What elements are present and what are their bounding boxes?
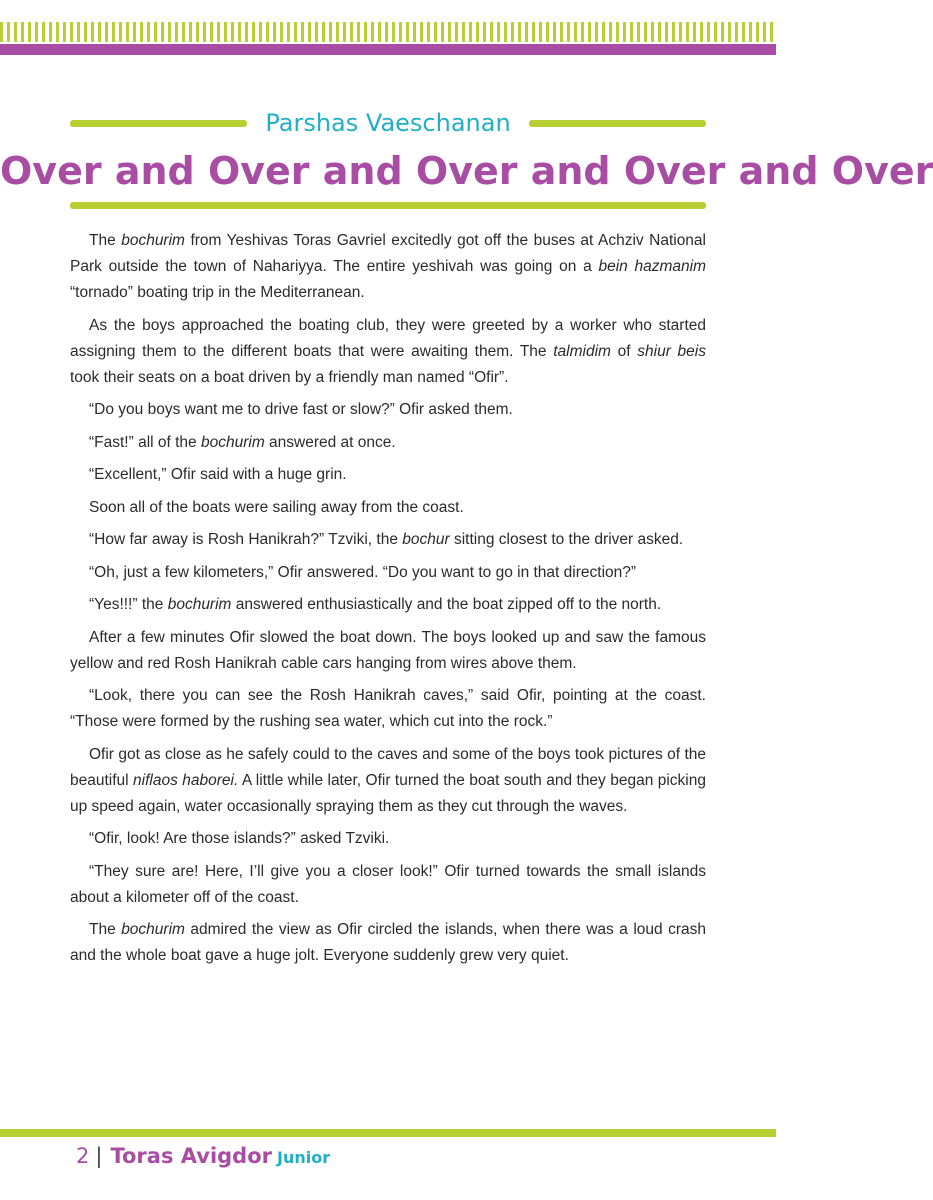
top-tick-border xyxy=(0,22,776,42)
page-footer xyxy=(76,1144,330,1174)
italic-term: bochur xyxy=(402,531,450,548)
paragraph-text: “How far away is Rosh Hanikrah?” Tzviki, the xyxy=(89,531,403,548)
paragraph-text: The xyxy=(89,232,122,249)
story-paragraph xyxy=(70,917,706,969)
italic-term: bochurim xyxy=(200,433,265,451)
story-paragraph xyxy=(70,527,706,553)
italic-term: bochurim xyxy=(121,921,185,938)
paragraph-text: After a few minutes Ofir slowed the boat down. The boys looked up and saw the famous yellow and red Rosh Hanikrah cable cars hanging from wires above them. xyxy=(70,628,706,672)
paragraph-text: The xyxy=(89,921,122,938)
paragraph-text: “Look, there you can see the Rosh Hanikrah caves,” said Ofir, pointing at the coast. “Those were formed by the rushing sea water, which cut into the rock.” xyxy=(70,687,706,730)
paragraph-text: “Excellent,” Ofir said with a huge grin. xyxy=(89,466,347,483)
story-paragraph xyxy=(70,430,706,456)
story-paragraph xyxy=(70,495,706,521)
story-paragraph xyxy=(70,625,706,677)
story-paragraph xyxy=(70,859,706,911)
paragraph-text: “tornado” boating trip in the Mediterranean. xyxy=(70,284,365,301)
story-body xyxy=(70,228,706,976)
brand-name: Toras Avigdor xyxy=(110,1144,272,1168)
story-paragraph xyxy=(70,592,706,618)
story-paragraph xyxy=(70,742,706,820)
paragraph-text: took their seats on a boat driven by a friendly man named “Ofir”. xyxy=(70,368,509,386)
page-number: 2 xyxy=(76,1144,90,1168)
paragraph-text: A little while later, Ofir turned the boat south and they began picking up speed again, water occasionally spraying them as they cut through the waves. xyxy=(70,771,706,815)
page-title: Over and Over and Over and Over and Over xyxy=(0,149,933,193)
footer-separator: | xyxy=(95,1144,103,1168)
title-underline xyxy=(70,202,706,209)
story-paragraph xyxy=(70,462,706,488)
paragraph-text: As the boys approached the boating club, they were greeted by a worker who started assigning them to the different boats that were awaiting them. The xyxy=(70,316,706,360)
italic-term: niflaos haborei. xyxy=(133,771,239,789)
paragraph-text: “Ofir, look! Are those islands?” asked Tzviki. xyxy=(89,830,390,847)
paragraph-text: answered enthusiastically and the boat zipped off to the north. xyxy=(231,596,662,613)
section-label: Parshas Vaeschanan xyxy=(265,109,511,137)
section-label-left-rule xyxy=(70,120,247,127)
bottom-lime-band xyxy=(0,1129,776,1137)
paragraph-text: of xyxy=(610,342,638,360)
story-paragraph xyxy=(70,228,706,306)
italic-term: bochurim xyxy=(121,232,185,249)
brand-sub: Junior xyxy=(277,1148,331,1167)
paragraph-text: admired the view as Ofir circled the islands, when there was a loud crash and the whole boat gave a huge jolt. Everyone suddenly grew very quiet. xyxy=(70,921,707,964)
story-paragraph xyxy=(70,560,706,586)
paragraph-text: “Yes!!!” the xyxy=(89,596,168,613)
italic-term: shiur beis xyxy=(637,342,706,360)
paragraph-text: answered at once. xyxy=(264,433,396,451)
story-paragraph xyxy=(70,683,706,735)
paragraph-text: Ofir got as close as he safely could to the caves and some of the boys took pictures of the beautiful xyxy=(70,745,706,789)
paragraph-text: Soon all of the boats were sailing away from the coast. xyxy=(89,498,464,516)
italic-term: bein hazmanim xyxy=(598,258,706,275)
story-paragraph xyxy=(70,826,706,852)
paragraph-text: “Fast!” all of the xyxy=(89,433,201,451)
paragraph-text: “They sure are! Here, I’ll give you a closer look!” Ofir turned towards the small islands about a kilometer off of the coast. xyxy=(70,862,706,906)
section-label-row xyxy=(70,106,706,140)
paragraph-text: from Yeshivas Toras Gavriel excitedly got off the buses at Achziv National Park outside the town of Nahariyya. The entire yeshivah was going on a xyxy=(70,232,706,275)
section-label-right-rule xyxy=(529,120,706,127)
story-paragraph xyxy=(70,313,706,391)
paragraph-text: sitting closest to the driver asked. xyxy=(449,531,684,548)
story-paragraph xyxy=(70,397,706,423)
italic-term: talmidim xyxy=(553,342,611,360)
top-purple-band xyxy=(0,44,776,55)
paragraph-text: “Oh, just a few kilometers,” Ofir answered. “Do you want to go in that direction?” xyxy=(89,563,637,581)
italic-term: bochurim xyxy=(167,596,232,613)
paragraph-text: “Do you boys want me to drive fast or slow?” Ofir asked them. xyxy=(89,401,513,418)
